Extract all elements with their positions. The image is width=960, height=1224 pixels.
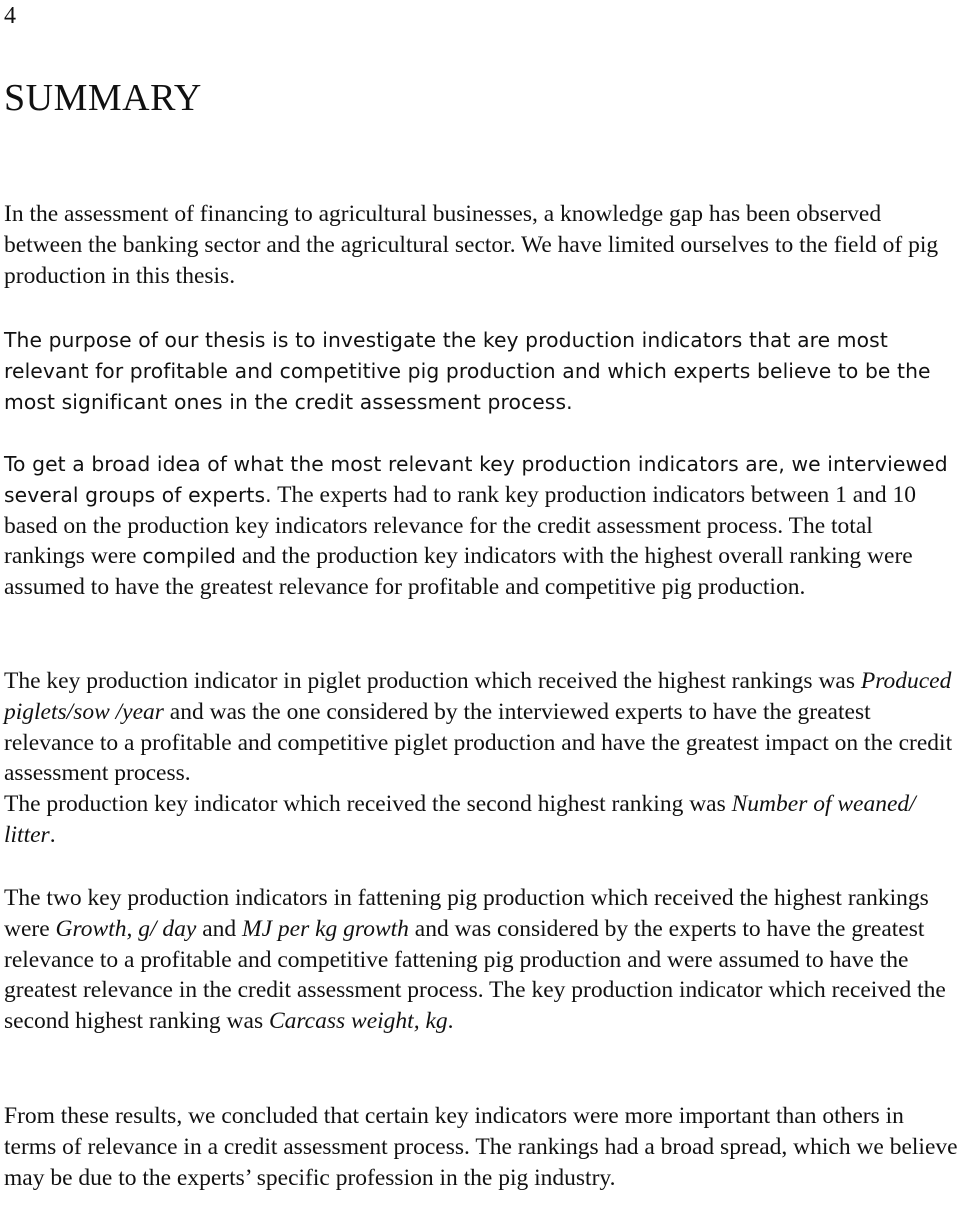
piglet-text-c: The production key indicator which received the second highest ranking was: [4, 791, 732, 818]
paragraph-method: [4, 449, 958, 603]
fattening-text-b: and: [196, 915, 243, 942]
page-title: SUMMARY: [4, 77, 202, 119]
indicator-number-weaned: Number of weaned/ litter: [4, 791, 916, 848]
indicator-produced-piglets: Produced piglets/sow /year: [4, 668, 952, 725]
fattening-text-c: and was considered by the experts to have the greatest relevance to a profitable and competitive fattening pig production and were assumed to have the greatest relevance in the credit assessment process. The key production indicator which received the second highest ranking was: [4, 915, 946, 1035]
indicator-carcass-weight: Carcass weight, kg: [268, 1008, 448, 1035]
page-number: 4: [4, 3, 16, 29]
paragraph-fattening-results: [4, 883, 958, 1037]
paragraph-purpose: The purpose of our thesis is to investigate the key production indicators that are most relevant for profitable and competitive pig production and which experts believe to be the most significant ones in the credit assessment process.: [4, 328, 931, 414]
paragraph-conclusion: From these results, we concluded that certain key indicators were more important than others in terms of relevance in a credit assessment process. The rankings had a broad spread, which we believe may be due to the experts’ specific profession in the pig industry.: [4, 1103, 958, 1191]
paragraph-method-text-end: and the production key indicators with the highest overall ranking were assumed to have the greatest relevance for profitable and competitive pig production.: [4, 543, 913, 601]
piglet-text-d: .: [49, 821, 56, 848]
fattening-text-d: .: [447, 1008, 454, 1035]
paragraph-method-sans-text: To get a broad idea of what the most relevant key production indicators are, we interviewed several groups of experts.: [4, 452, 948, 507]
paragraph-piglet-results: [4, 666, 958, 851]
piglet-text-a: The key production indicator in piglet production which received the highest rankings was: [4, 668, 861, 694]
paragraph-method-text: The experts had to rank key production indicators between 1 and 10 based on the production key indicators relevance for the credit assessment process. The total rankings were: [4, 481, 916, 570]
indicator-mj-per-kg: MJ per kg growth: [242, 915, 409, 942]
piglet-text-b: and was the one considered by the interviewed experts to have the greatest relevance to a profitable and competitive piglet production and have the greatest impact on the credit assessment process.: [4, 698, 953, 787]
indicator-growth: Growth, g/ day: [55, 915, 197, 942]
fattening-text-a: The two key production indicators in fattening pig production which received the highest rankings were: [4, 885, 929, 942]
paragraph-method-compiled: compiled: [142, 544, 236, 569]
paragraph-intro: In the assessment of financing to agricultural businesses, a knowledge gap has been observed between the banking sector and the agricultural sector. We have limited ourselves to the field of pig production in this thesis.: [4, 201, 939, 289]
